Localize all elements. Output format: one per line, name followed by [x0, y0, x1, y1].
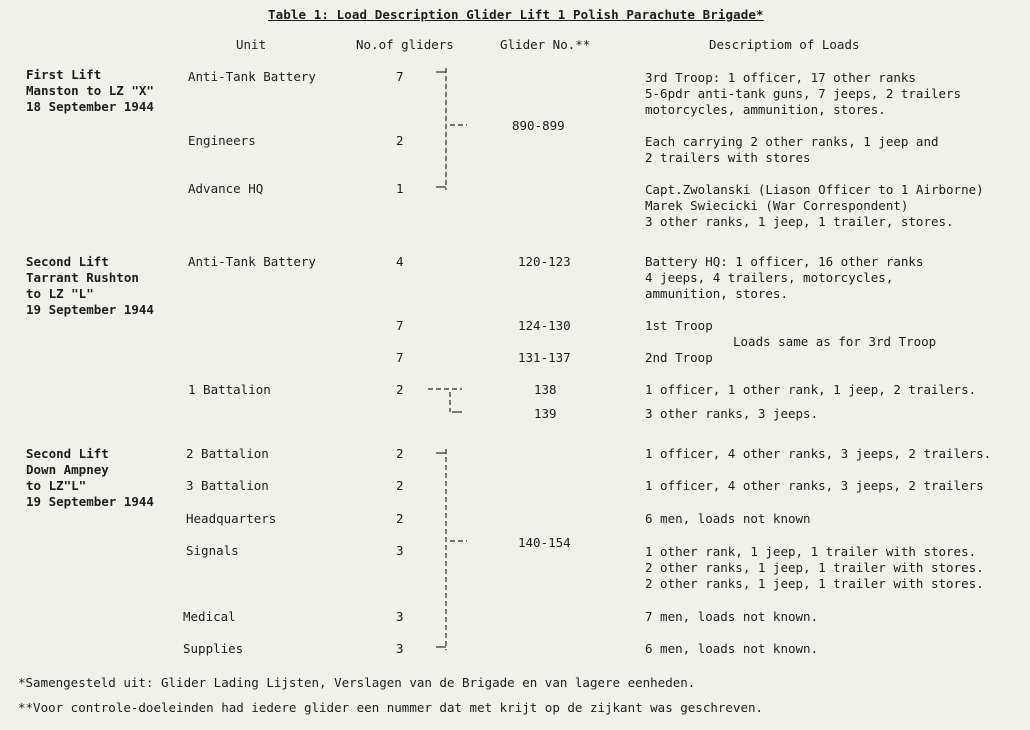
load-description: 3 other ranks, 3 jeeps. [645, 406, 819, 421]
footnote-glider-numbers: **Voor controle-doeleinden had iedere glider een nummer dat met krijt op de zijkant was geschreven. [18, 700, 764, 715]
load-description: 4 jeeps, 4 trailers, motorcycles, [645, 270, 894, 285]
load-description: 2 other ranks, 1 jeep, 1 trailer with stores. [645, 576, 984, 591]
load-description: 1 other rank, 1 jeep, 1 trailer with stores. [645, 544, 977, 559]
load-description: 2 trailers with stores [645, 150, 811, 165]
glider-count: 2 [396, 446, 404, 461]
unit-name: 1 Battalion [188, 382, 271, 397]
load-description: 2 other ranks, 1 jeep, 1 trailer with stores. [645, 560, 984, 575]
glider-number: 139 [534, 406, 557, 421]
load-description: 3rd Troop: 1 officer, 17 other ranks [645, 70, 916, 85]
load-description: 1 officer, 1 other rank, 1 jeep, 2 trailers. [645, 382, 977, 397]
lift-line: Second Lift [26, 446, 109, 461]
glider-count: 1 [396, 181, 404, 196]
unit-name: Anti-Tank Battery [188, 69, 316, 84]
lift-line: to LZ"L" [26, 478, 87, 493]
header-unit: Unit [236, 37, 267, 52]
load-description: 6 men, loads not known. [645, 641, 819, 656]
glider-number: 138 [534, 382, 557, 397]
glider-count: 7 [396, 318, 404, 333]
lift-line: Second Lift [26, 254, 109, 269]
load-description: 1 officer, 4 other ranks, 3 jeeps, 2 trailers [645, 478, 984, 493]
glider-number: 131-137 [518, 350, 571, 365]
unit-name: Signals [186, 543, 239, 558]
unit-name: Engineers [188, 133, 256, 148]
load-description: 6 men, loads not known [645, 511, 811, 526]
load-description: Capt.Zwolanski (Liason Officer to 1 Airborne) [645, 182, 984, 197]
unit-name: Supplies [183, 641, 244, 656]
table-title: Table 1: Load Description Glider Lift 1 Polish Parachute Brigade* [268, 7, 764, 22]
header-no-of-gliders: No.of gliders [356, 37, 454, 52]
load-description: 3 other ranks, 1 jeep, 1 trailer, stores. [645, 214, 954, 229]
glider-number: 890-899 [512, 118, 565, 133]
lift-line: to LZ "L" [26, 286, 94, 301]
glider-count: 4 [396, 254, 404, 269]
glider-count: 3 [396, 543, 404, 558]
load-description: Battery HQ: 1 officer, 16 other ranks [645, 254, 924, 269]
header-glider-no: Glider No.** [500, 37, 591, 52]
load-description: ammunition, stores. [645, 286, 788, 301]
unit-name: 2 Battalion [186, 446, 269, 461]
header-description: Descriptiom of Loads [709, 37, 860, 52]
glider-number: 120-123 [518, 254, 571, 269]
load-description: Marek Swiecicki (War Correspondent) [645, 198, 909, 213]
unit-name: 3 Battalion [186, 478, 269, 493]
footnote-source: *Samengesteld uit: Glider Lading Lijsten, Verslagen van de Brigade en van lagere eenheden. [18, 675, 696, 690]
glider-count: 2 [396, 133, 404, 148]
lift-line: Down Ampney [26, 462, 109, 477]
load-description: 1st Troop [645, 318, 713, 333]
load-description: 2nd Troop [645, 350, 713, 365]
glider-count: 7 [396, 69, 404, 84]
load-description: 5-6pdr anti-tank guns, 7 jeeps, 2 trailers [645, 86, 962, 101]
load-description: Loads same as for 3rd Troop [733, 334, 937, 349]
unit-name: Advance HQ [188, 181, 264, 196]
lift-line: 19 September 1944 [26, 302, 154, 317]
glider-count: 2 [396, 382, 404, 397]
glider-count: 2 [396, 511, 404, 526]
lift-line: Tarrant Rushton [26, 270, 139, 285]
glider-count: 2 [396, 478, 404, 493]
unit-name: Anti-Tank Battery [188, 254, 316, 269]
unit-name: Medical [183, 609, 236, 624]
glider-count: 3 [396, 609, 404, 624]
glider-number: 140-154 [518, 535, 571, 550]
lift-line: 18 September 1944 [26, 99, 154, 114]
lift-line: Manston to LZ "X" [26, 83, 154, 98]
lift-line: 19 September 1944 [26, 494, 154, 509]
unit-name: Headquarters [186, 511, 277, 526]
glider-number: 124-130 [518, 318, 571, 333]
glider-count: 7 [396, 350, 404, 365]
lift-line: First Lift [26, 67, 102, 82]
glider-count: 3 [396, 641, 404, 656]
load-description: 1 officer, 4 other ranks, 3 jeeps, 2 trailers. [645, 446, 992, 461]
load-description: motorcycles, ammunition, stores. [645, 102, 886, 117]
load-description: Each carrying 2 other ranks, 1 jeep and [645, 134, 939, 149]
load-description: 7 men, loads not known. [645, 609, 819, 624]
